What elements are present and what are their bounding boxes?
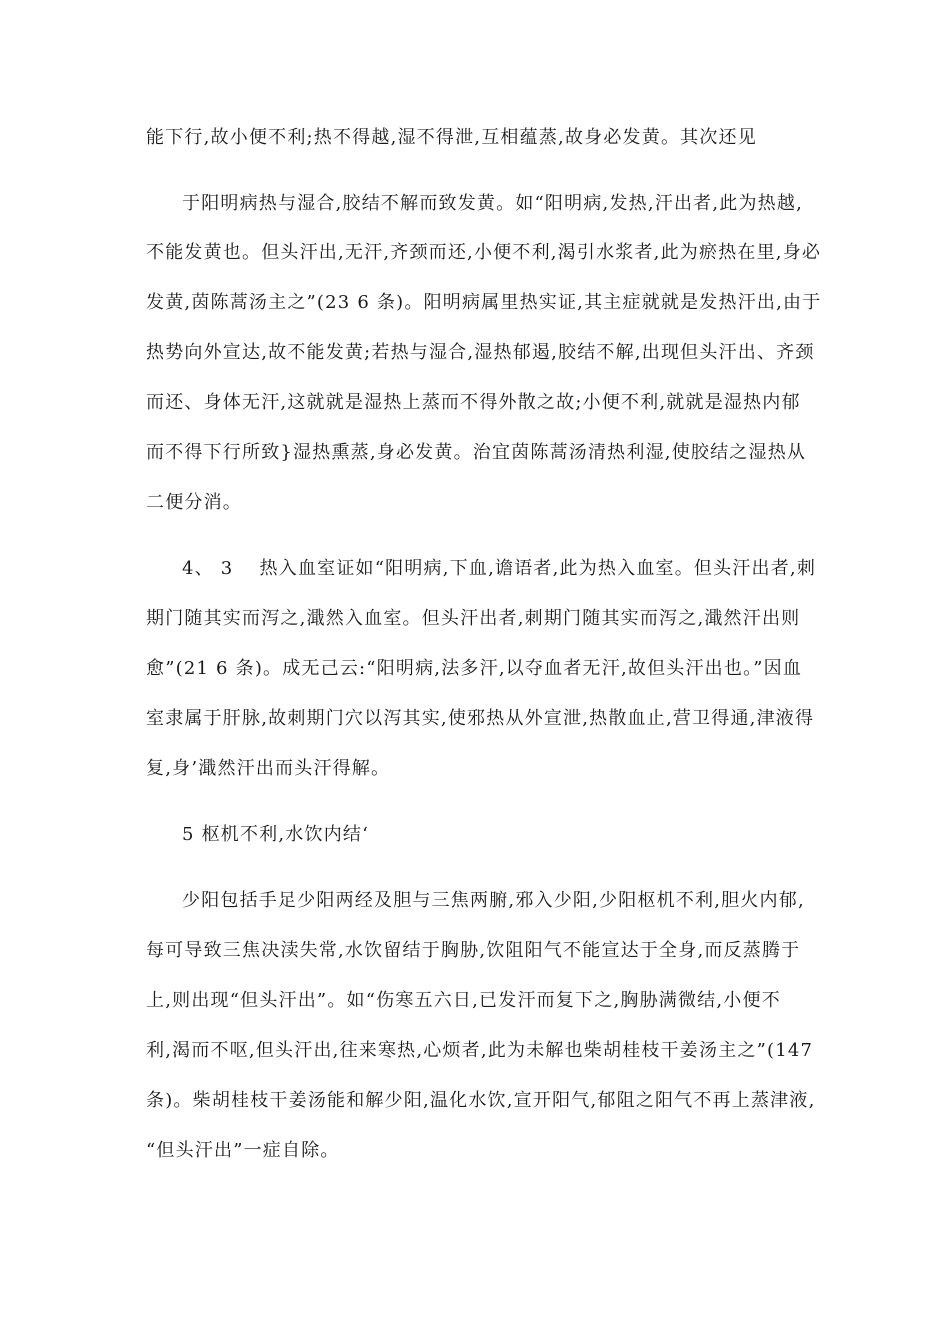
- text-line: 期门随其实而泻之,濈然入血室。但头汗出者,刺期门随其实而泻之,濈然汗出则: [146, 608, 801, 629]
- text-line: “但头汗出”一症自除。: [146, 1140, 340, 1161]
- text-line: 热势向外宣达,故不能发黄;若热与湿合,湿热郁遏,胶结不解,出现但头汗出、齐颈: [146, 342, 815, 363]
- text-line: 利,渴而不呕,但头汗出,往来寒热,心烦者,此为未解也柴胡桂枝干姜汤主之”(147: [146, 1040, 814, 1061]
- text-line: 于阳明病热与湿合,胶结不解而致发黄。如“阳明病,发热,汗出者,此为热越,: [182, 193, 804, 214]
- text-line: 每可导致三焦决渎失常,水饮留结于胸胁,饮阻阳气不能宣达于全身,而反蒸腾于: [146, 940, 801, 961]
- text-line: 不能发黄也。但头汗出,无汗,齐颈而还,小便不利,渴引水浆者,此为瘀热在里,身必: [146, 242, 822, 263]
- text-line: 二便分消。: [146, 492, 242, 513]
- text-line: 能下行,故小便不利;热不得越,湿不得泄,互相蕴蒸,故身必发黄。其次还见: [146, 127, 757, 148]
- text-line: 愈”(21 6 条)。成无己云:“阳明病,法多汗,以夺血者无汗,故但头汗出也。”因血: [146, 658, 803, 679]
- section-heading: 5 枢机不利,水饮内结‘: [182, 824, 370, 845]
- text-line: 上,则出现“但头汗出”。如“伤寒五六日,已发汗而复下之,胸胁满微结,小便不: [146, 990, 781, 1011]
- text-line: 而还、身体无汗,这就就是湿热上蒸而不得外散之故;小便不利,就就是湿热内郁: [146, 392, 801, 413]
- section-heading-line: 4、 3 热入血室证如“阳明病,下血,谵语者,此为热入血室。但头汗出者,刺: [182, 558, 817, 579]
- text-line: 发黄,茵陈蒿汤主之”(23 6 条)。阳明病属里热实证,其主症就就是发热汗出,由于: [146, 292, 822, 313]
- text-line: 条)。柴胡桂枝干姜汤能和解少阳,温化水饮,宣开阳气,郁阻之阳气不再上蒸津液,: [146, 1090, 816, 1111]
- text-line: 复,身’濈然汗出而头汗得解。: [146, 758, 391, 779]
- text-line: 少阳包括手足少阳两经及胆与三焦两腑,邪入少阳,少阳枢机不利,胆火内郁,: [182, 890, 805, 911]
- text-line: 而不得下行所致}湿热熏蒸,身必发黄。治宜茵陈蒿汤清热利湿,使胶结之湿热从: [146, 442, 807, 463]
- text-line: 室隶属于肝脉,故刺期门穴以泻其实,使邪热从外宣泄,热散血止,营卫得通,津液得: [146, 708, 815, 729]
